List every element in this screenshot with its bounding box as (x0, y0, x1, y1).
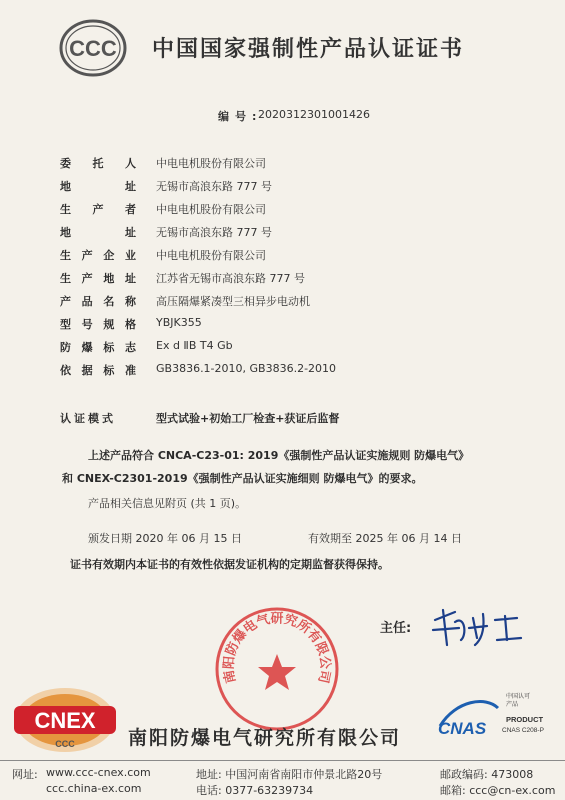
cnas-logo-text: CNAS (438, 719, 487, 738)
cnas-logo-top2: 产品 (506, 701, 519, 708)
organization-name: 南阳防爆电气研究所有限公司 (128, 727, 402, 749)
cert-mode-value: 型式试验+初始工厂检查+获证后监督 (156, 412, 340, 425)
cert-no-value: 2020312301001426 (258, 108, 370, 121)
cnas-logo-product: PRODUCT (506, 715, 544, 724)
info-value: 中电电机股份有限公司 (156, 157, 266, 170)
info-value: 无锡市高浪东路 777 号 (156, 226, 272, 239)
cert-mode-label: 认证模式 (60, 412, 116, 425)
info-label: 型 号 规 格 (60, 318, 136, 331)
footer-phone: 电话: 0377-63239734 (196, 784, 314, 797)
cnex-logo (10, 684, 120, 756)
director-label: 主任: (380, 621, 412, 636)
signature (425, 600, 535, 655)
info-label: 生 产 企 业 (60, 249, 136, 262)
issue-date: 颁发日期 2020 年 06 月 15 日 (88, 532, 242, 545)
statement-line-1: 上述产品符合 CNCA-C23-01: 2019《强制性产品认证实施规则 防爆电气》 (88, 449, 470, 462)
info-value: 中电电机股份有限公司 (156, 249, 266, 262)
footer-postcode: 邮政编码: 473008 (440, 768, 534, 781)
ccc-logo-text: CCC (69, 36, 117, 61)
cnas-logo (436, 690, 560, 748)
info-label: 产 品 名 称 (60, 295, 136, 308)
official-seal (212, 604, 342, 734)
info-label: 防 爆 标 志 (60, 341, 136, 354)
info-value: YBJK355 (156, 316, 202, 329)
cnas-logo-code: CNAS C208-P (502, 727, 544, 734)
info-label: 地 址 (60, 226, 136, 239)
info-label: 地 址 (60, 180, 136, 193)
info-label: 依 据 标 准 (60, 364, 136, 377)
cnex-logo-sub: CCC (55, 739, 75, 749)
expiry-date: 有效期至 2025 年 06 月 14 日 (308, 532, 462, 545)
attachment-note: 产品相关信息见附页 (共 1 页)。 (88, 497, 247, 510)
website-label: 网址: (12, 768, 38, 781)
cnas-logo-top: 中国认可 (506, 693, 531, 700)
ccc-logo (58, 18, 128, 78)
info-value: 无锡市高浪东路 777 号 (156, 180, 272, 193)
info-value: 江苏省无锡市高浪东路 777 号 (156, 272, 305, 285)
website-link-1[interactable]: www.ccc-cnex.com (46, 766, 151, 779)
info-value: Ex d ⅡB T4 Gb (156, 339, 233, 352)
statement-line-2: 和 CNEX-C2301-2019《强制性产品认证实施细则 防爆电气》的要求。 (62, 472, 423, 485)
footer-address: 地址: 中国河南省南阳市仲景北路20号 (196, 768, 383, 781)
validity-note: 证书有效期内本证书的有效性依据发证机构的定期监督获得保持。 (70, 558, 389, 571)
info-value: 高压隔爆紧凑型三相异步电动机 (156, 295, 310, 308)
info-value: GB3836.1-2010, GB3836.2-2010 (156, 362, 337, 375)
footer-email[interactable]: 邮箱: ccc@cn-ex.com (440, 784, 556, 797)
info-label: 生 产 地 址 (60, 272, 136, 285)
page-title: 中国国家强制性产品认证证书 (152, 37, 465, 62)
cnex-logo-text: CNEX (34, 708, 96, 733)
info-value: 中电电机股份有限公司 (156, 203, 266, 216)
star-icon (258, 654, 296, 690)
footer-divider (0, 760, 565, 761)
info-label: 生 产 者 (60, 203, 136, 216)
cert-mode-row (60, 410, 340, 426)
website-link-2[interactable]: ccc.china-ex.com (46, 782, 142, 795)
seal-text: 南阳防爆电气研究所有限公司 (221, 611, 333, 685)
info-label: 委 托 人 (60, 157, 136, 170)
cert-no-label: 编号: (218, 110, 263, 123)
